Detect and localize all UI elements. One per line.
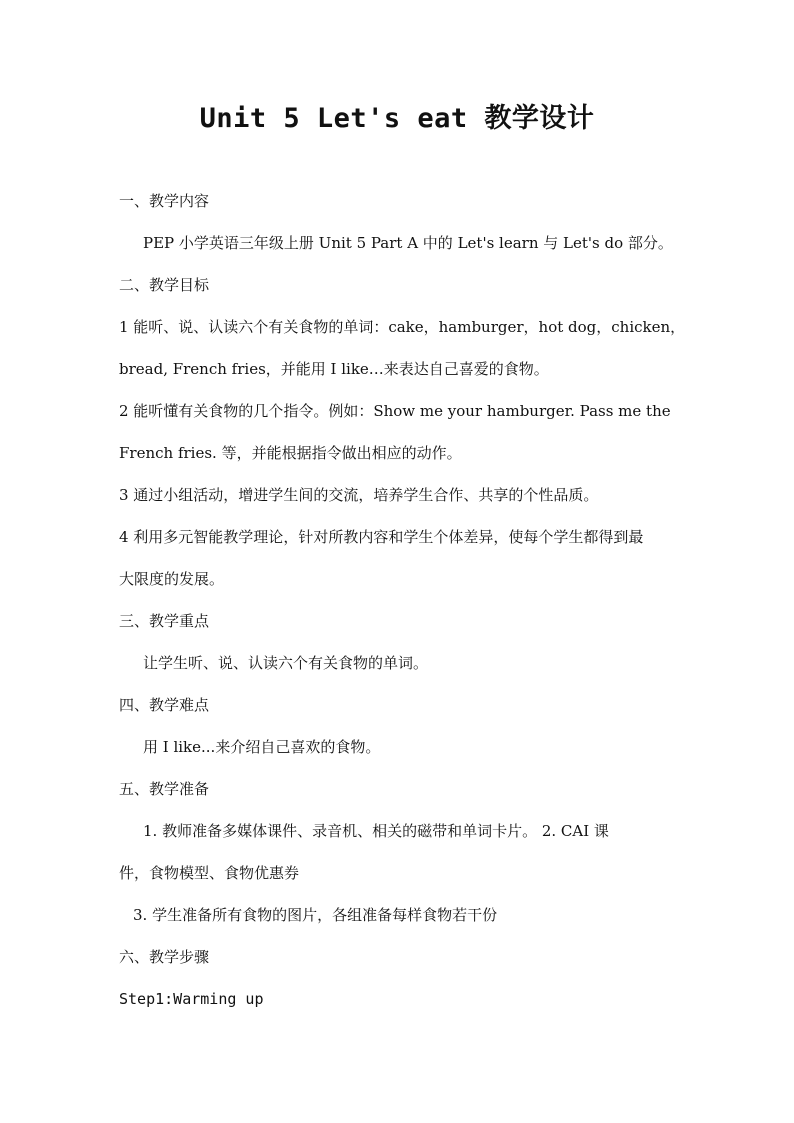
section-heading-preparation: 五、教学准备 <box>119 780 210 798</box>
objective-1-line-2: bread, French fries，并能用 I like…来表达自己喜爱的食物。 <box>119 360 549 378</box>
step-1-heading: Step1:Warming up <box>119 990 264 1008</box>
preparation-item-3: 3. 学生准备所有食物的图片，各组准备每样食物若干份 <box>133 906 498 924</box>
preparation-item-1-line-2: 件，食物模型、食物优惠券 <box>119 864 300 882</box>
section-heading-steps: 六、教学步骤 <box>119 948 210 966</box>
objective-2-line-2: French fries. 等，并能根据指令做出相应的动作。 <box>119 444 462 462</box>
preparation-item-1-line-1: 1. 教师准备多媒体课件、录音机、相关的磁带和单词卡片。 2. CAI 课 <box>143 822 609 840</box>
section-heading-key-points: 三、教学重点 <box>119 612 210 630</box>
section-text-content: PEP 小学英语三年级上册 Unit 5 Part A 中的 Let's learn 与 Let's do 部分。 <box>143 234 673 252</box>
objective-4-line-1: 4 利用多元智能教学理论，针对所教内容和学生个体差异，使每个学生都得到最 <box>119 528 644 546</box>
objective-3: 3 通过小组活动，增进学生间的交流，培养学生合作、共享的个性品质。 <box>119 486 599 504</box>
objective-2-line-1: 2 能听懂有关食物的几个指令。例如：Show me your hamburger. Pass me the <box>119 402 671 420</box>
difficulties-text: 用 I like...来介绍自己喜欢的食物。 <box>143 738 381 756</box>
objective-1-line-1: 1 能听、说、认读六个有关食物的单词：cake，hamburger，hot dog，chicken， <box>119 318 686 336</box>
section-heading-objectives: 二、教学目标 <box>119 276 210 294</box>
document-title: Unit 5 Let's eat 教学设计 <box>199 103 595 134</box>
key-points-text: 让学生听、说、认读六个有关食物的单词。 <box>143 654 429 672</box>
section-heading-content: 一、教学内容 <box>119 192 210 210</box>
objective-4-line-2: 大限度的发展。 <box>119 570 225 588</box>
section-heading-difficulties: 四、教学难点 <box>119 696 210 714</box>
